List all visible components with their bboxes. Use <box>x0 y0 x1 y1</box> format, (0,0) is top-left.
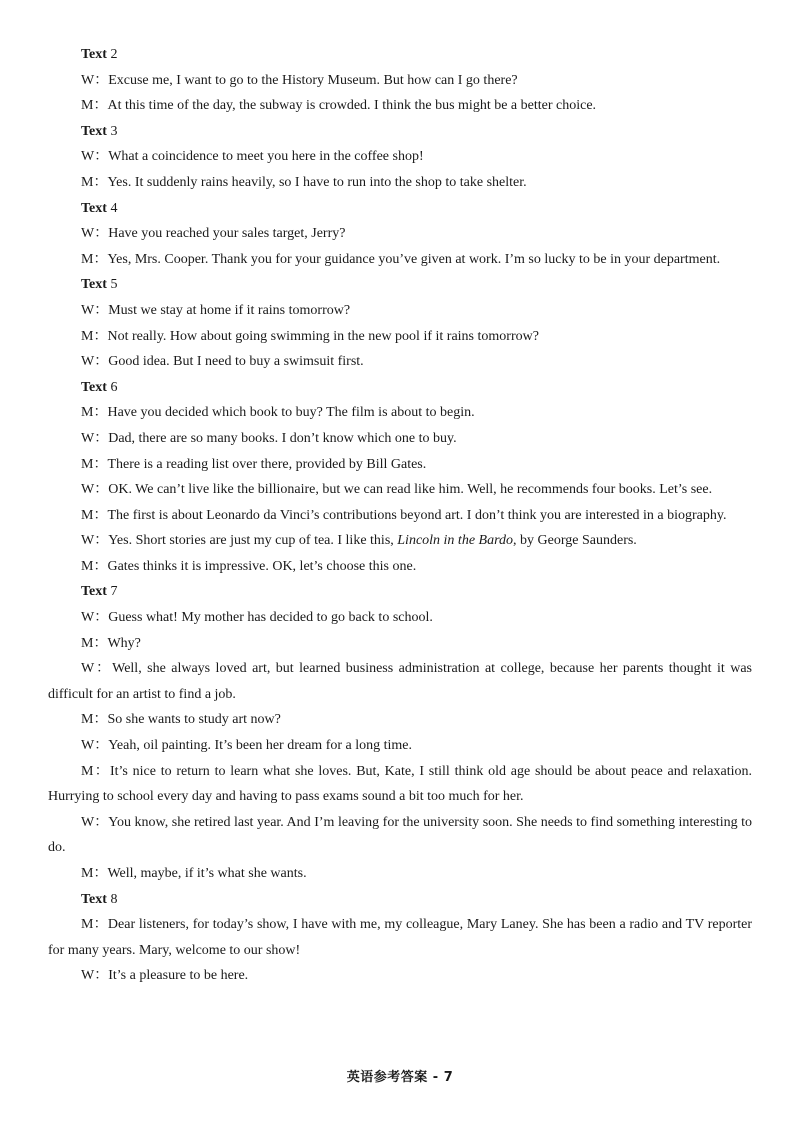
speaker-colon: ： <box>93 558 108 574</box>
dialogue-text: Must we stay at home if it rains tomorrow? <box>108 302 351 318</box>
dialogue-line <box>48 170 752 196</box>
dialogue-line <box>48 912 752 963</box>
section-heading-label: Text <box>81 277 107 293</box>
dialogue-text: Dad, there are so many books. I don’t know which one to buy. <box>108 430 457 446</box>
speaker-label: M <box>81 712 94 728</box>
book-title: Lincoln in the Bardo <box>397 533 514 549</box>
dialogue-line <box>48 810 752 861</box>
dialogue-line <box>48 528 752 554</box>
dialogue-line <box>48 349 752 375</box>
speaker-colon: ： <box>94 533 109 549</box>
speaker-label: M <box>81 174 94 190</box>
dialogue-text: Have you reached your sales target, Jerry? <box>108 226 346 242</box>
dialogue-line <box>48 503 752 529</box>
section-heading-number: 4 <box>110 200 118 216</box>
speaker-label: W <box>81 482 95 498</box>
speaker-colon: ： <box>94 430 109 446</box>
dialogue-line <box>48 452 752 478</box>
dialogue-text: Not really. How about going swimming in the new pool if it rains tomorrow? <box>107 328 539 344</box>
speaker-label: M <box>81 251 94 267</box>
speaker-colon: ： <box>94 226 109 242</box>
speaker-label: M <box>81 405 94 421</box>
speaker-label: W <box>81 226 95 242</box>
speaker-colon: ： <box>94 738 109 754</box>
speaker-label: M <box>81 328 94 344</box>
speaker-label: W <box>81 533 95 549</box>
section-heading-text-6 <box>48 375 752 401</box>
speaker-label: W <box>81 302 95 318</box>
speaker-label: M <box>81 98 94 114</box>
speaker-label: M <box>81 507 94 523</box>
speaker-label: M <box>81 866 94 881</box>
dialogue-text: At this time of the day, the subway is crowded. I think the bus might be a better choice. <box>107 98 597 114</box>
speaker-label: W <box>81 738 95 754</box>
dialogue-line <box>48 861 752 887</box>
speaker-colon: ： <box>94 72 109 88</box>
speaker-colon: ： <box>93 328 108 344</box>
speaker-label: W <box>81 72 95 88</box>
dialogue-text: Gates thinks it is impressive. OK, let’s choose this one. <box>107 558 417 574</box>
dialogue-text: Guess what! My mother has decided to go back to school. <box>108 610 433 626</box>
speaker-label: W <box>81 149 95 165</box>
dialogue-text: Good idea. But I need to buy a swimsuit first. <box>108 354 364 370</box>
dialogue-text: Have you decided which book to buy? The film is about to begin. <box>107 405 475 421</box>
dialogue-text: Yeah, oil painting. It’s been her dream for a long time. <box>108 738 413 754</box>
dialogue-text: It’s a pleasure to be here. <box>108 968 249 984</box>
page-footer: 英语参考答案 - 7 <box>346 1070 454 1085</box>
section-heading-number: 2 <box>110 47 118 62</box>
dialogue-text: It’s nice to return to learn what she loves. But, Kate, I still think old age should be about peace and relaxation. Hurrying to school every day and having to pass exams sound a bit too much for her. <box>48 763 752 805</box>
speaker-colon: ： <box>93 763 110 779</box>
dialogue-line <box>48 759 752 810</box>
dialogue-line <box>48 963 752 989</box>
dialogue-text: OK. We can’t live like the billionaire, but we can read like him. Well, he recommends four books. Let’s see. <box>108 482 713 498</box>
speaker-label: M <box>81 558 94 574</box>
dialogue-text: There is a reading list over there, provided by Bill Gates. <box>107 456 427 472</box>
speaker-colon: ： <box>93 251 108 267</box>
speaker-colon: ： <box>93 456 108 472</box>
dialogue-line <box>48 733 752 759</box>
speaker-label: W <box>81 610 95 626</box>
speaker-label: W <box>81 968 95 984</box>
speaker-label: W <box>81 354 95 370</box>
section-heading-number: 5 <box>110 277 118 293</box>
section-heading-label: Text <box>81 47 107 62</box>
section-heading-text-7 <box>48 579 752 605</box>
section-heading-text-3 <box>48 119 752 145</box>
speaker-colon: ： <box>93 405 108 421</box>
speaker-label: W <box>81 661 95 677</box>
dialogue-line <box>48 298 752 324</box>
speaker-colon: ： <box>93 174 108 190</box>
dialogue-line <box>48 426 752 452</box>
section-heading-number: 6 <box>110 379 118 395</box>
dialogue-text: , by George Saunders. <box>513 533 637 549</box>
speaker-label: M <box>81 917 94 933</box>
speaker-colon: ： <box>94 482 109 498</box>
dialogue-line <box>48 605 752 631</box>
transcript-body <box>48 42 752 989</box>
speaker-colon: ： <box>94 149 109 165</box>
section-heading-number: 3 <box>110 123 118 139</box>
section-heading-label: Text <box>81 379 107 395</box>
speaker-label: M <box>81 456 94 472</box>
speaker-colon: ： <box>93 866 108 881</box>
dialogue-text: Yes, Mrs. Cooper. Thank you for your guidance you’ve given at work. I’m so lucky to be in your department. <box>107 251 721 267</box>
speaker-colon: ： <box>93 917 108 933</box>
dialogue-line <box>48 93 752 119</box>
speaker-colon: ： <box>93 712 108 728</box>
dialogue-line <box>48 247 752 273</box>
speaker-colon: ： <box>94 814 109 830</box>
dialogue-line <box>48 656 752 707</box>
dialogue-line <box>48 477 752 503</box>
dialogue-text: Well, she always loved art, but learned business administration at college, because her parents thought it was difficult for an artist to find a job. <box>48 661 753 702</box>
speaker-label: W <box>81 430 95 446</box>
dialogue-text: Well, maybe, if it’s what she wants. <box>107 866 307 881</box>
dialogue-line <box>48 554 752 580</box>
dialogue-line <box>48 324 752 350</box>
section-heading-label: Text <box>81 200 107 216</box>
speaker-label: W <box>81 814 95 830</box>
speaker-label: M <box>81 763 94 779</box>
dialogue-text: So she wants to study art now? <box>107 712 281 728</box>
speaker-colon: ： <box>93 98 108 114</box>
dialogue-line <box>48 707 752 733</box>
speaker-label: M <box>81 635 94 651</box>
dialogue-text: The first is about Leonardo da Vinci’s contributions beyond art. I don’t think you are interested in a biography. <box>107 507 727 523</box>
section-heading-text-5 <box>48 272 752 298</box>
dialogue-text: Dear listeners, for today’s show, I have with me, my colleague, Mary Laney. She has been a radio and TV reporter for many years. Mary, welcome to our show! <box>48 917 753 958</box>
speaker-colon: ： <box>94 968 109 984</box>
section-heading-number: 8 <box>110 891 118 907</box>
section-heading-label: Text <box>81 584 107 600</box>
dialogue-line <box>48 631 752 657</box>
section-heading-text-4 <box>48 196 752 222</box>
section-heading-label: Text <box>81 123 107 139</box>
section-heading-label: Text <box>81 891 107 907</box>
section-heading-number: 7 <box>110 584 118 600</box>
speaker-colon: ： <box>93 507 108 523</box>
dialogue-text: Why? <box>107 635 141 651</box>
speaker-colon: ： <box>93 635 108 651</box>
dialogue-line <box>48 144 752 170</box>
speaker-colon: ： <box>94 610 109 626</box>
dialogue-text: Yes. It suddenly rains heavily, so I have to run into the shop to take shelter. <box>107 174 527 190</box>
dialogue-line <box>48 68 752 94</box>
dialogue-line <box>48 400 752 426</box>
speaker-colon: ： <box>94 354 109 370</box>
section-heading-text-2 <box>48 42 752 68</box>
dialogue-text: Excuse me, I want to go to the History Museum. But how can I go there? <box>108 72 518 88</box>
dialogue-text: What a coincidence to meet you here in the coffee shop! <box>108 149 424 165</box>
dialogue-text: Yes. Short stories are just my cup of tea. I like this, <box>108 533 398 549</box>
section-heading-text-8 <box>48 887 752 913</box>
speaker-colon: ： <box>94 302 109 318</box>
speaker-colon: ： <box>94 661 113 677</box>
dialogue-line <box>48 221 752 247</box>
dialogue-text: You know, she retired last year. And I’m leaving for the university soon. She needs to find something interesting to do. <box>48 814 752 856</box>
